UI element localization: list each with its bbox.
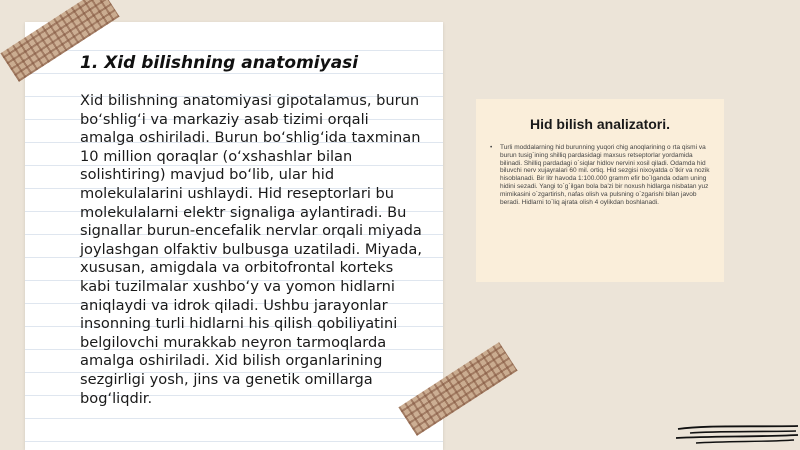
info-card [476, 99, 724, 282]
slide-body-text: Xid bilishning anatomiyasi gipotalamus, burun bo‘shlig‘i va markaziy asab tizimi orqali amalga oshiriladi. Burun bo‘shlig‘ida taxminan 10 million qoraqlar (o‘xshashlar bilan solishtiring) mavjud bo‘lib, ular hid molekulalarini ushlaydi. Hid reseptorlari bu molekulalarni elektr signaliga aylantiradi. Bu signallar burun-encefalik nervlar orqali miyada joylashgan olfaktiv bulbusga uzatiladi. Miyada, xususan, amigdala va orbitofrontal korteks kabi tuzilmalar xushbo‘y va yomon hidlarni aniqlaydi va idrok qiladi. Ushbu jarayonlar insonning turli hidlarni his qilish qobiliyatini belgilovchi murakkab neyron tarmoqlarda amalga oshiriladi. Xid bilish organlarining sezgirligi yosh, jins va genetik omillarga bog‘liqdir. [80, 92, 422, 407]
card-title: Hid bilish analizatori. [529, 116, 671, 132]
bullet-icon: • [490, 144, 493, 151]
card-bullet-text: Turli moddalarning hid burunning yuqori chig anoqlarining o rta qismi va burun tusig`ining shilliq pardasidagi maxsus retseptorlar yordamida bilinadi. Shilliq pardadagi o`siqlar hidlov nervini xosil qiladi. Odamda hid biluvchi nerv xujayralari 60 mil. ortiq. Hid sezgisi nixoyatda o`tkir va nozik hisoblanadi. Bir litr havoda 1:100.000 gramm efir bo`lganda odam uning hidini sezadi. Yangi to`g`ilgan bola ba'zi bir noxush hidlarga nisbatan yuz mimikasini o`zgartirish, nafas olish va pulsning o`zgarishi bilan javob beradi. Hidlarni to`liq ajrata olish 4 oylikdan boshlanadi. [500, 144, 710, 206]
scribble-lines-decoration [676, 418, 800, 450]
card-bullet-list [490, 144, 714, 206]
slide-heading: 1. Xid bilishning anatomiyasi [80, 53, 359, 73]
card-bullet-item [490, 144, 714, 206]
